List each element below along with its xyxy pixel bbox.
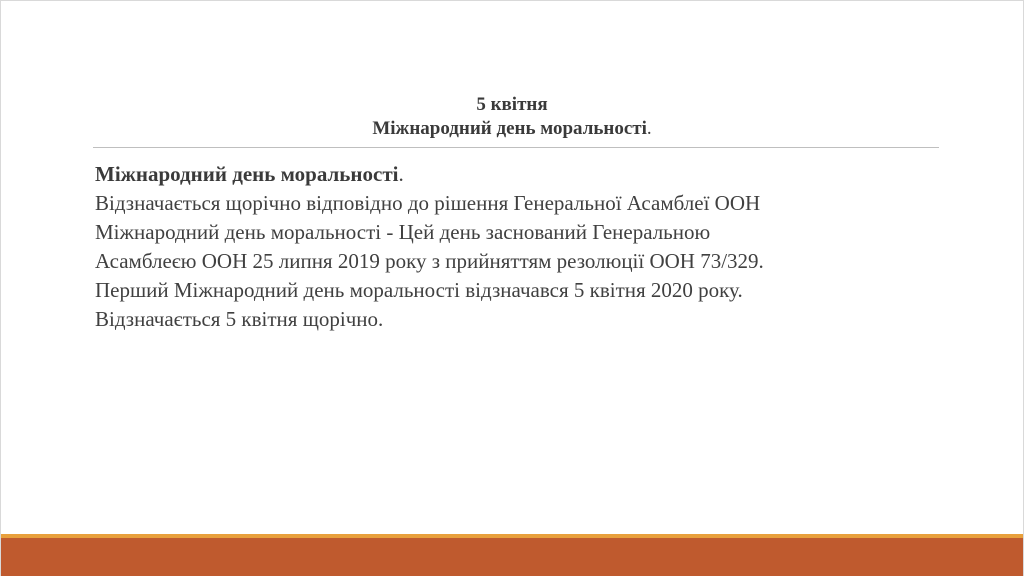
body-heading-line <box>95 160 955 189</box>
slide-title <box>1 93 1023 141</box>
title-divider <box>93 147 939 148</box>
body-line: Перший Міжнародний день моральності відзначався 5 квітня 2020 року. <box>95 278 743 302</box>
title-name: Міжнародний день моральності <box>372 118 647 139</box>
body-heading-punct: . <box>398 162 404 186</box>
title-punct: . <box>646 118 652 139</box>
footer-band <box>1 538 1023 576</box>
body-line: Міжнародний день моральності - Цей день заснований Генеральною <box>95 220 711 244</box>
body-line: Асамблеєю ООН 25 липня 2019 року з прийняттям резолюції ООН 73/329. <box>95 249 764 273</box>
body-line: Відзначається щорічно відповідно до рішення Генеральної Асамблеї ООН <box>95 191 761 215</box>
body-heading: Міжнародний день моральності <box>95 162 399 186</box>
title-name-line <box>1 117 1023 141</box>
slide-body <box>95 160 955 334</box>
title-date: 5 квітня <box>476 94 548 115</box>
body-line: Відзначається 5 квітня щорічно. <box>95 307 384 331</box>
